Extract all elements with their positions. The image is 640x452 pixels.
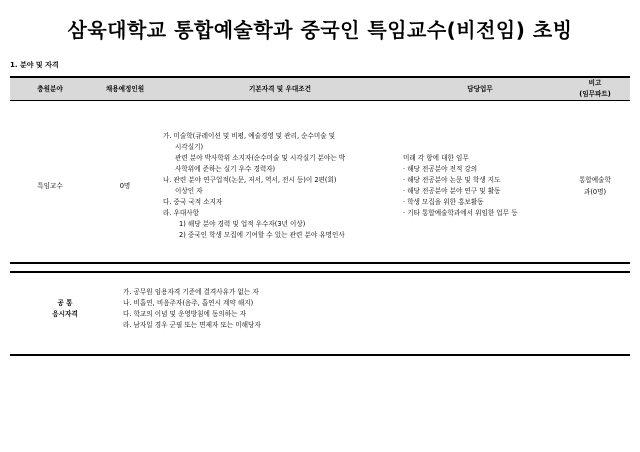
common-heading-line2: 응시자격 bbox=[52, 310, 78, 318]
duties-line: · 해당 전공분야 논문 및 학생 지도 bbox=[403, 176, 501, 184]
cell-field: 특임교수 bbox=[10, 101, 90, 273]
basic-line: 나. 관련 분야 연구업적(논문, 저서, 역서, 전시 등)이 2편(회) bbox=[163, 176, 337, 184]
basic-line: 시각실기) bbox=[175, 143, 204, 151]
header-remark-line2: (임무파트) bbox=[579, 90, 611, 98]
cell-basic bbox=[160, 101, 400, 273]
cell-remark bbox=[560, 101, 630, 273]
common-item: 다. 학교의 이념 및 운영방침에 동의하는 자 bbox=[123, 310, 246, 318]
remark-line1: 통합예술학 bbox=[579, 176, 611, 184]
common-item: 가. 공무원 임용자격 기준에 결격사유가 없는 자 bbox=[123, 288, 259, 296]
table-row bbox=[10, 101, 630, 273]
duties-line: · 학생 모집을 위한 홍보활동 bbox=[403, 198, 484, 206]
cell-duties bbox=[400, 101, 560, 273]
common-list bbox=[120, 263, 630, 355]
table-header-row bbox=[10, 77, 630, 101]
qualification-table bbox=[10, 76, 630, 273]
header-field: 충원분야 bbox=[10, 77, 90, 101]
basic-line: 관련 분야 박사학위 소지자(순수미술 및 시각실기 분야는 박 bbox=[175, 154, 346, 162]
remark-line2: 과(0명) bbox=[583, 188, 607, 196]
basic-line: 라. 우대사항 bbox=[163, 209, 200, 217]
common-qualification-table bbox=[10, 262, 630, 356]
common-heading-line1: 공 통 bbox=[57, 299, 73, 307]
basic-line: 이상인 자 bbox=[175, 187, 203, 195]
page-title: 삼육대학교 통합예술학과 중국인 특임교수(비전임) 초빙 bbox=[67, 18, 573, 42]
header-basic: 기본자격 및 우대조건 bbox=[160, 77, 400, 101]
common-item: 라. 남자일 경우 군필 또는 면제자 또는 미해당자 bbox=[123, 321, 261, 329]
duties-line: · 해당 전공분야 분야 연구 및 활동 bbox=[403, 187, 501, 195]
basic-line: 사학위에 준하는 실기 우수 경력자) bbox=[175, 165, 276, 173]
common-heading bbox=[10, 263, 120, 355]
basic-line: 다. 중국 국적 소지자 bbox=[163, 198, 223, 206]
cell-count: 0명 bbox=[90, 101, 160, 273]
header-remark bbox=[560, 77, 630, 101]
basic-line: 1) 해당 분야 경력 및 업적 우수자(3년 이상) bbox=[179, 220, 306, 228]
common-item: 나. 비흡연, 비음주자(음주, 흡연시 계약 해지) bbox=[123, 299, 254, 307]
duties-line: 미래 각 항에 대한 임무 bbox=[403, 154, 469, 162]
common-row bbox=[10, 263, 630, 355]
header-remark-line1: 비고 bbox=[588, 79, 602, 87]
header-count: 채용예정인원 bbox=[90, 77, 160, 101]
basic-line: 가. 미술학(큐레이션 및 비평, 예술경영 및 관리, 순수미술 및 bbox=[163, 132, 336, 140]
header-duties: 담당업무 bbox=[400, 77, 560, 101]
duties-line: · 해당 전공분야 전적 강의 bbox=[403, 165, 478, 173]
duties-line: · 기타 통합예술학과에서 위임한 업무 등 bbox=[403, 209, 518, 217]
section-heading: 1. 분야 및 자격 bbox=[10, 61, 59, 69]
basic-line: 2) 중국인 학생 모집에 기여할 수 있는 관련 분야 유명인사 bbox=[179, 231, 345, 239]
